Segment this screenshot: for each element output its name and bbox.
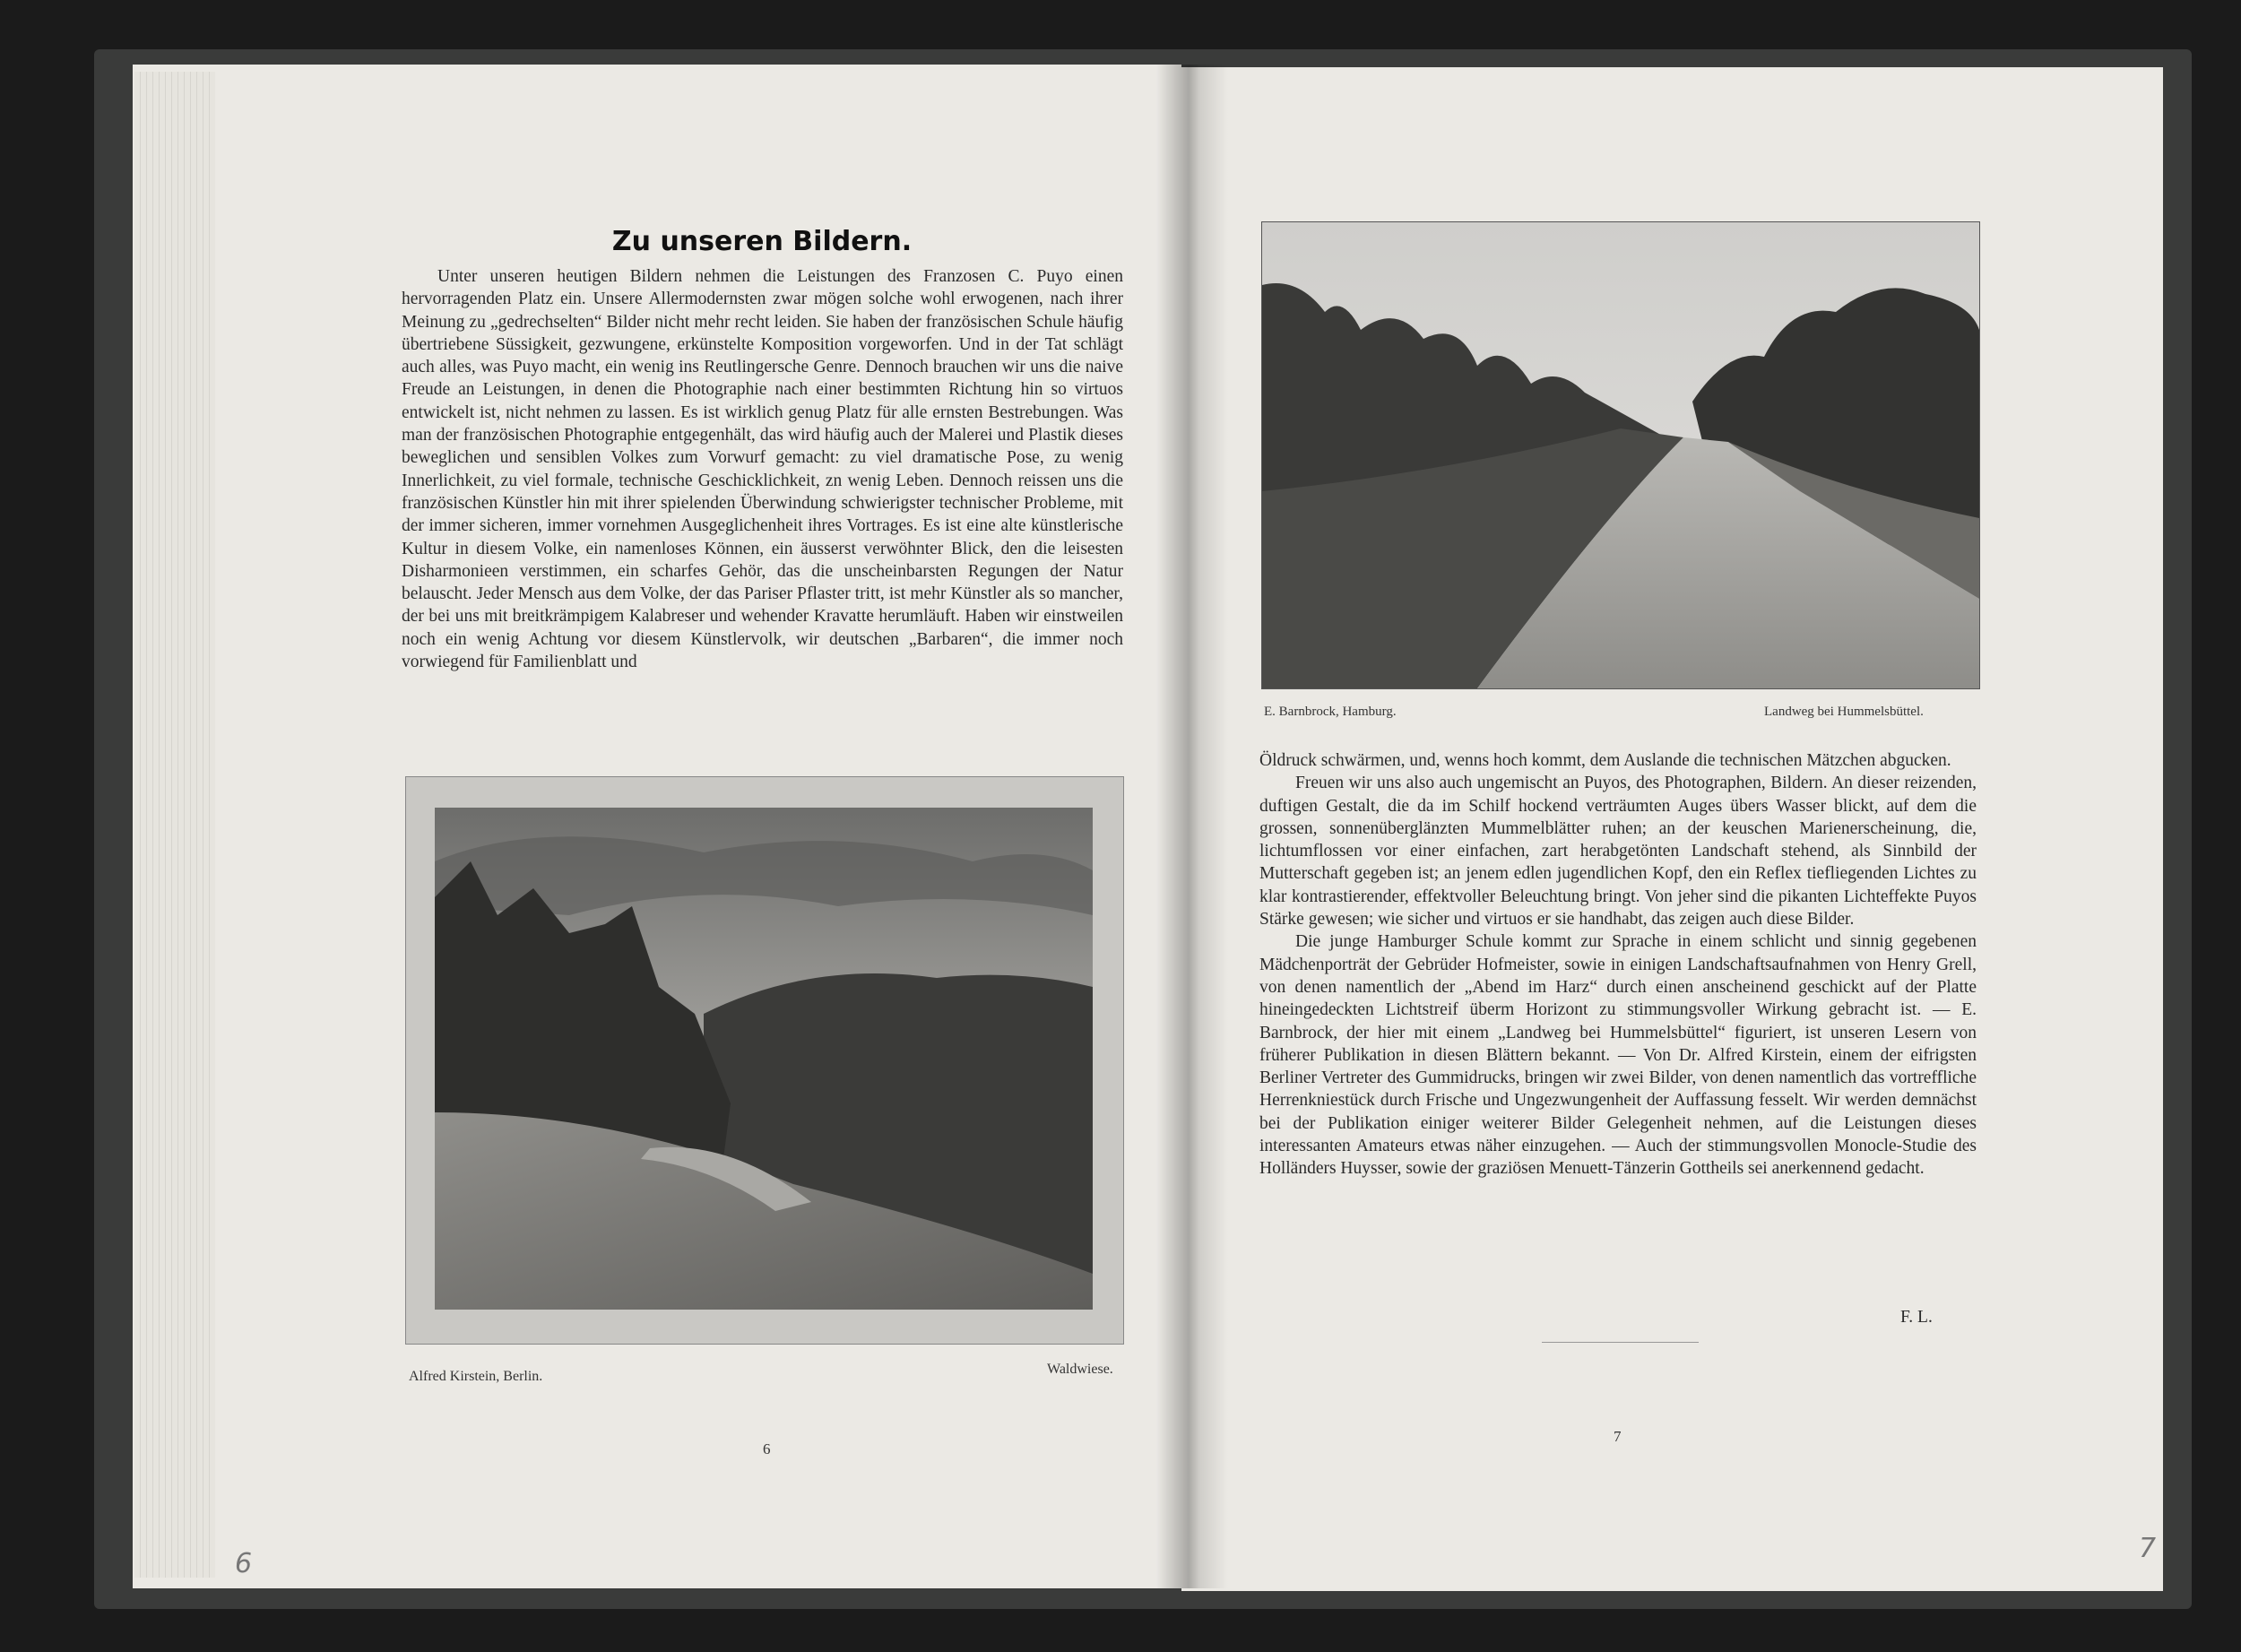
right-article-text <box>1259 749 1977 1181</box>
right-paragraph-2: Freuen wir uns also auch ungemischt an Puyos, des Photographen, Bildern. An dieser reizenden, duftigen Gestalt, die da im Schilf hockend verträumten Auges übers Wasser blickt, auf dem die grossen, sonnenüberglänzten Mummelblätter ruhen; an der keuschen Marienerscheinung, die, lichtumflossen vor einer einfachen, zart herabgetönten Landschaft stehend, als Sinnbild der Mutterschaft gegeben ist; an jenem edlen jugendlichen Kopf, den ein Reflex tiefliegenden Lichtes zu klar kontrastierender, effektvoller Beleuchtung bringt. Von jeher sind die pikanten Lichteffekte Puyos Stärke gewesen; wie sicher und virtuos er sie handhabt, das zeigen auch diese Bilder. <box>1259 774 1977 930</box>
end-rule <box>1542 1342 1699 1343</box>
right-paragraph-1: Öldruck schwärmen, und, wenns hoch kommt, dem Auslande die technischen Mätzchen abgucken. <box>1259 751 1951 770</box>
waldwiese-photo <box>435 808 1093 1310</box>
waldwiese-photo-mount <box>405 776 1124 1345</box>
left-pencil-mark: 6 <box>235 1548 253 1579</box>
left-paragraph: Unter unseren heutigen Bildern nehmen die Leistungen des Franzosen C. Puyo einen hervorragenden Platz ein. Unsere Allermodernsten zwar mögen solche wohl erwogenen, nach ihrer Meinung zu „gedrechselten“ Bilder nicht mehr recht leiden. Sie haben der französischen Schule häufig übertriebene Süssigkeit, gezwungene, erkünstelte Komposition vorgeworfen. Und in der Tat schlägt auch alles, was Puyo macht, ein wenig ins Reutlingersche Genre. Dennoch brauchen wir uns die naive Freude an Leistungen, in denen die Photographie nach einer bestimmten Richtung hin so virtuos entwickelt ist, nicht nehmen zu lassen. Es ist wirklich genug Platz für alle ernsten Bestrebungen. Was man der französischen Photographie entgegenhält, das wird häufig auch der Malerei und Plastik dieses beweglichen und sensiblen Volkes zum Vorwurf gemacht: zu viel dramatische Pose, zu wenig Innerlichkeit, zu viel formale, technische Geschicklichkeit, zn wenig Leben. Dennoch reissen uns die französischen Künstler hin mit ihrer spielenden Überwindung schwierigster technischer Probleme, mit der immer sicheren, immer vornehmen Ausgeglichenheit ihres Vortrages. Es ist eine alte künstlerische Kultur in diesem Volke, ein namenloses Können, ein äusserst verwöhnter Blick, den die leisesten Disharmonieen verstimmen, ein scharfes Gehör, das die unscheinbarsten Regungen der Natur belauscht. Jeder Mensch aus dem Volke, der das Pariser Pflaster tritt, ist mehr Künstler als so mancher, der bei uns mit breitkrämpigem Kalabreser und wehender Kravatte herumläuft. Haben wir einstweilen noch ein wenig Achtung vor diesem Künstlervolk, wir deutschen „Barbaren“, die immer noch vorwiegend für Familienblatt und <box>402 267 1123 672</box>
waldwiese-caption-author: Alfred Kirstein, Berlin. <box>409 1369 543 1384</box>
right-page-number: 7 <box>1614 1428 1622 1445</box>
left-article-text <box>402 265 1123 673</box>
book-gutter <box>1156 65 1228 1588</box>
author-signature: F. L. <box>1900 1308 1933 1327</box>
landweg-photo <box>1261 221 1980 689</box>
right-paragraph-3: Die junge Hamburger Schule kommt zur Sprache in einem schlicht und sinnig gegebenen Mädchenporträt der Gebrüder Hofmeister, sowie in einigen Landschaftsaufnahmen von Henry Grell, von denen namentlich der „Abend im Harz“ durch einen anscheinend geschickt auf der Platte hineingedeckten Lichtstreif überm Horizont zu stimmungsvoller Wirkung gebracht ist. — E. Barnbrock, der hier mit einem „Landweg bei Hummelsbüttel“ figuriert, ist unseren Lesern von früherer Publikation in diesen Blättern bekannt. — Von Dr. Alfred Kirstein, einem der eifrigsten Berliner Vertreter des Gummidrucks, bringen wir zwei Bilder, von denen namentlich das vortreffliche Herrenkniestück durch Frische und Ungezwungenheit der Auffassung fesselt. Wir werden demnächst bei der Publikation einiger weiterer Bilder Gelegenheit nehmen, auf die Leistungen dieses interessanten Amateurs etwas näher einzugehen. — Auch der stimmungsvollen Monocle-Studie des Holländers Huysser, sowie der graziösen Menuett-Tänzerin Gottheils sei anerkennend gedacht. <box>1259 932 1977 1179</box>
page-edges <box>134 72 215 1578</box>
left-page-number: 6 <box>763 1440 771 1457</box>
landweg-caption-title: Landweg bei Hummelsbüttel. <box>1764 705 1924 719</box>
waldwiese-caption-title: Waldwiese. <box>1047 1362 1113 1377</box>
landweg-caption-author: E. Barnbrock, Hamburg. <box>1264 705 1397 719</box>
article-title: Zu unseren Bildern. <box>611 226 913 257</box>
right-pencil-mark: 7 <box>2139 1533 2157 1564</box>
